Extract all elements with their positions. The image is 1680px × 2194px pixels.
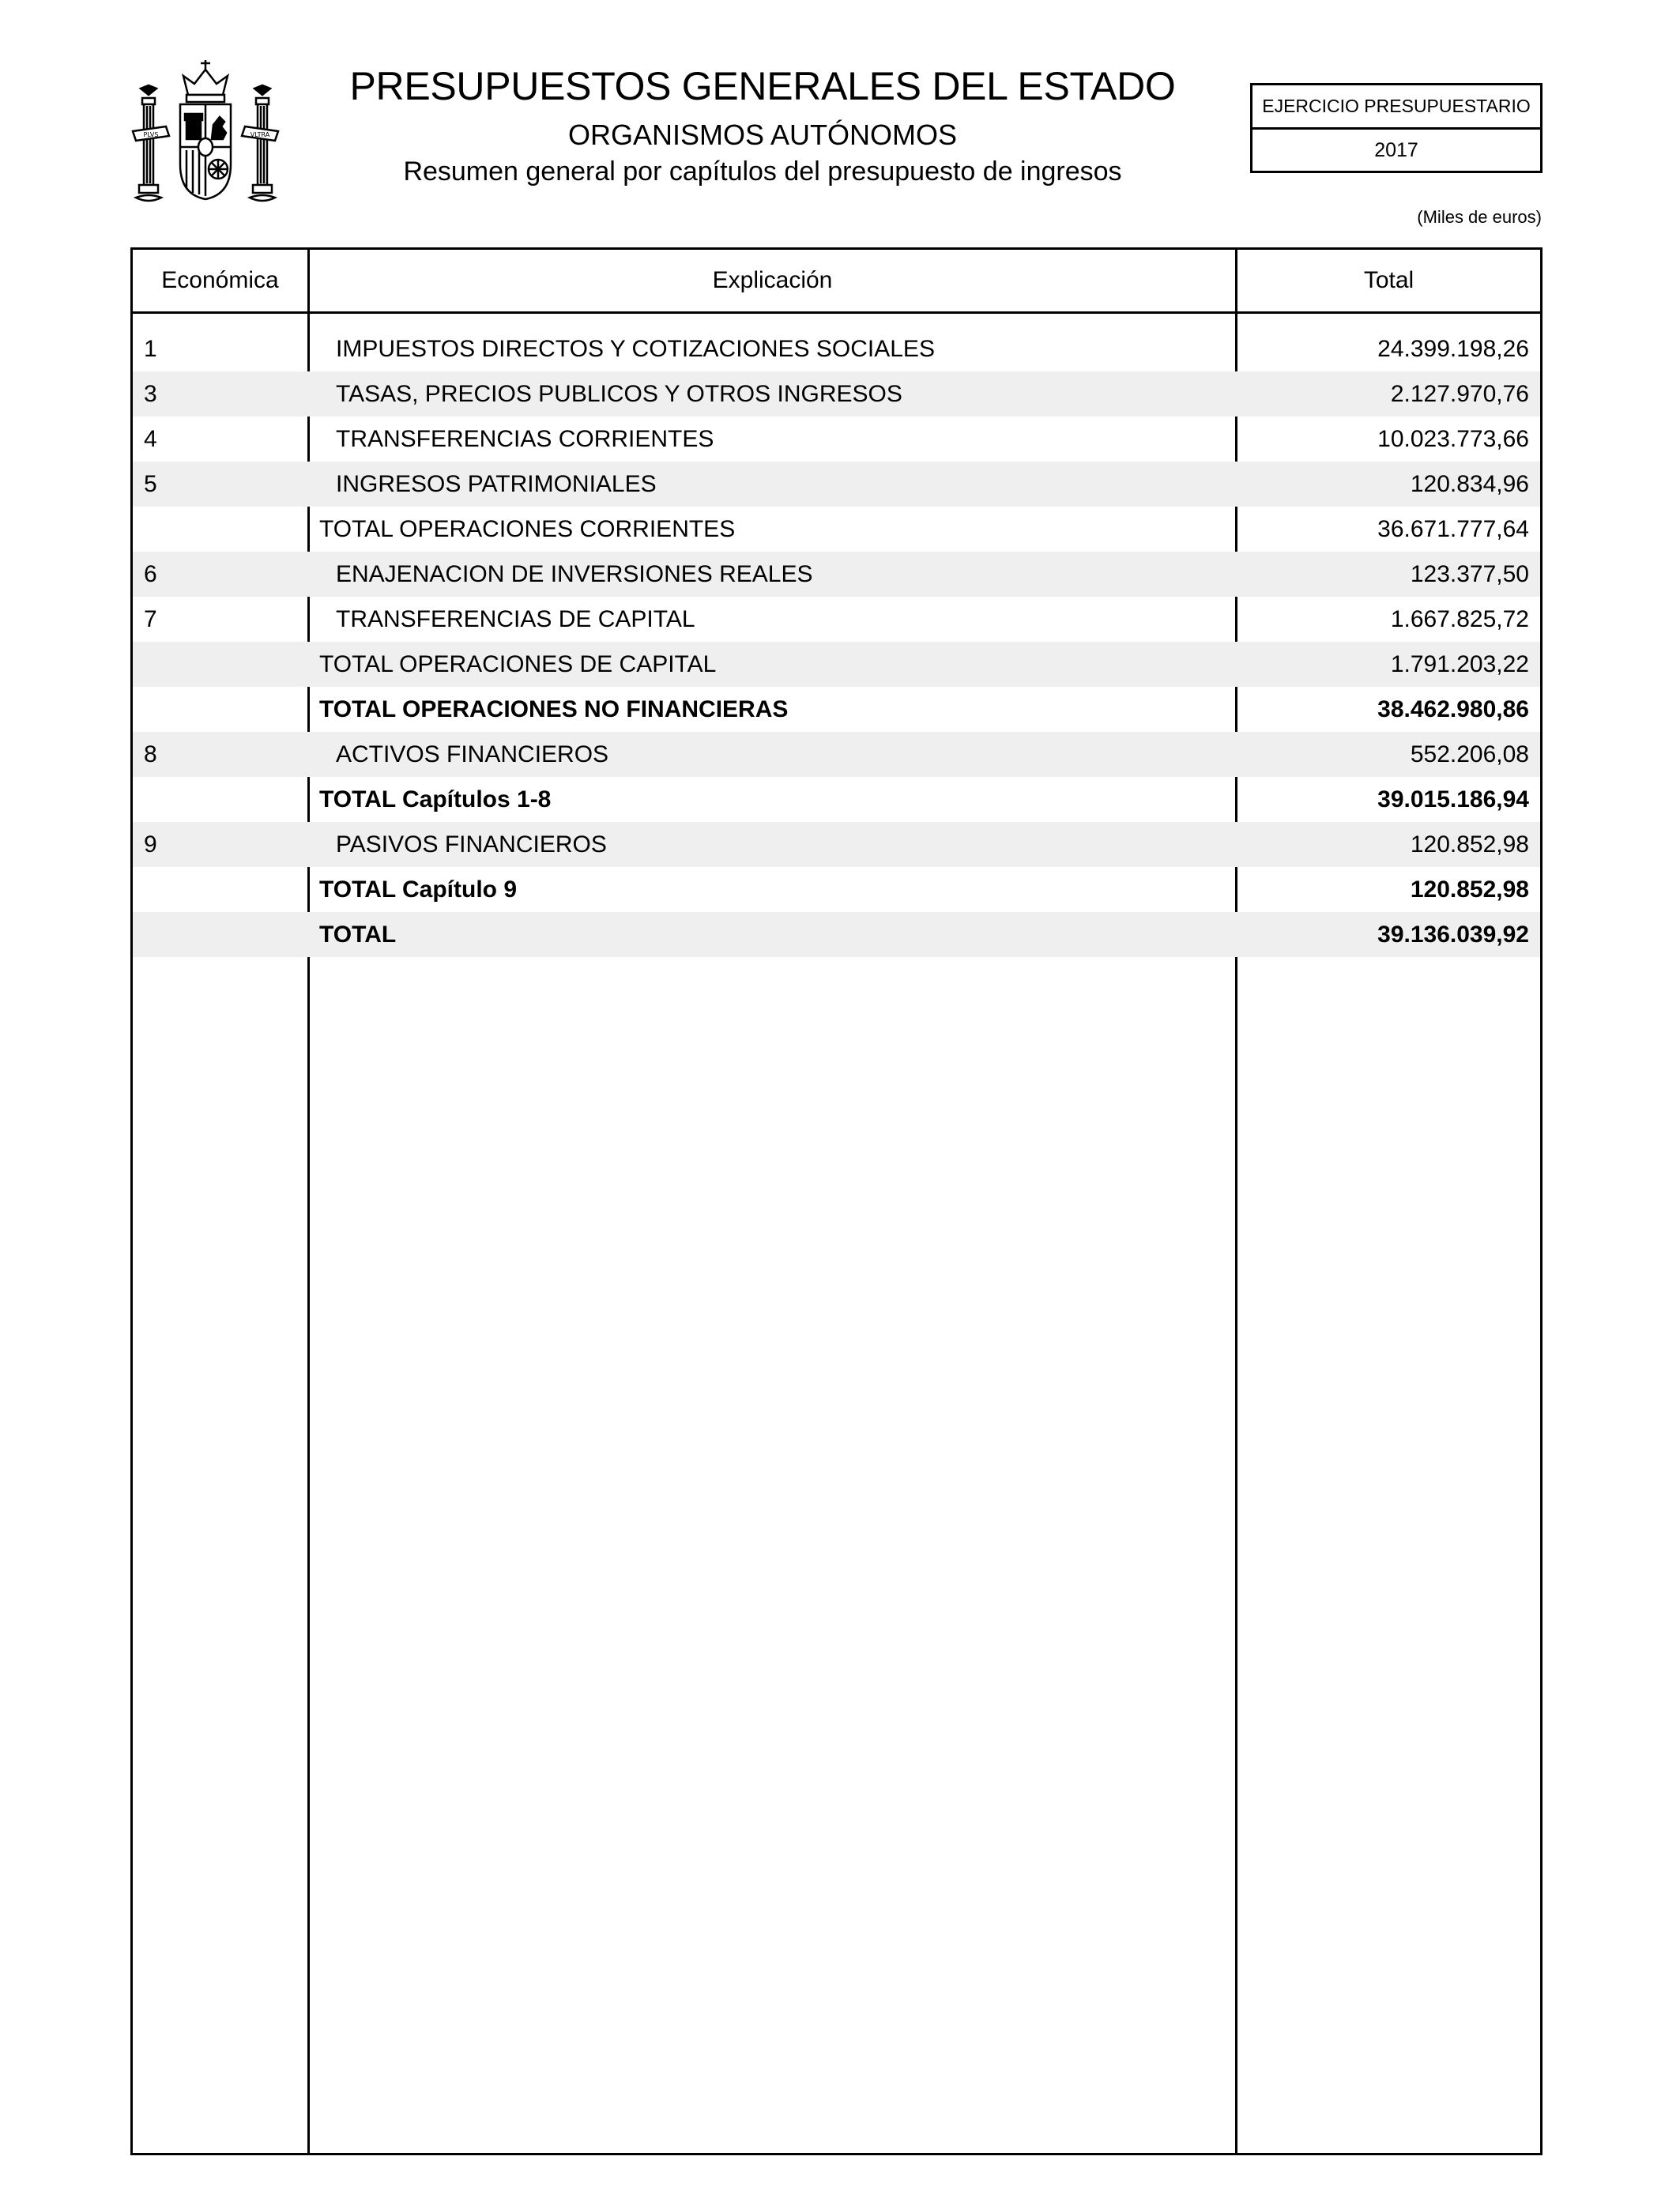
row-code: 9: [144, 831, 157, 858]
table-row: [133, 777, 1540, 822]
table-row: [133, 732, 1540, 777]
row-total: 24.399.198,26: [1377, 336, 1529, 362]
row-total: 1.667.825,72: [1390, 606, 1529, 632]
row-code: 6: [144, 561, 157, 587]
table-row: [133, 597, 1540, 642]
ejercicio-label: EJERCICIO PRESUPUESTARIO: [1252, 85, 1540, 130]
row-label: ACTIVOS FINANCIEROS: [336, 741, 609, 767]
table-row: [133, 822, 1540, 867]
row-label: ENAJENACION DE INVERSIONES REALES: [336, 561, 813, 587]
ejercicio-year: 2017: [1374, 138, 1418, 161]
row-total: 39.015.186,94: [1377, 786, 1529, 812]
table-row: [133, 687, 1540, 732]
row-total: 36.671.777,64: [1377, 516, 1529, 542]
row-total: 2.127.970,76: [1390, 381, 1529, 407]
table-row: [133, 326, 1540, 371]
row-total: 120.852,98: [1410, 876, 1529, 903]
column-header-explicacion: Explicación: [712, 267, 833, 293]
column-header-economica: Económica: [161, 267, 279, 293]
row-total: 120.852,98: [1410, 831, 1529, 858]
row-total: 38.462.980,86: [1377, 696, 1529, 722]
row-label: TOTAL OPERACIONES DE CAPITAL: [319, 651, 717, 677]
row-label: PASIVOS FINANCIEROS: [336, 831, 607, 858]
page-title: PRESUPUESTOS GENERALES DEL ESTADO: [349, 64, 1176, 108]
row-label: TOTAL: [319, 922, 397, 948]
row-label: IMPUESTOS DIRECTOS Y COTIZACIONES SOCIALES: [336, 336, 935, 362]
row-total: 552.206,08: [1410, 741, 1529, 767]
row-label: TOTAL OPERACIONES NO FINANCIERAS: [319, 696, 789, 722]
row-total: 123.377,50: [1410, 561, 1529, 587]
table-row: [133, 867, 1540, 912]
table-row: [133, 417, 1540, 462]
page-subtitle: ORGANISMOS AUTÓNOMOS: [567, 119, 958, 151]
page-description: Resumen general por capítulos del presupuesto de ingresos: [403, 156, 1122, 187]
row-total: 1.791.203,22: [1390, 651, 1529, 677]
table-row: [133, 462, 1540, 507]
column-header-total: Total: [1363, 267, 1414, 293]
row-label: TOTAL Capítulos 1-8: [319, 786, 552, 812]
row-code: 8: [144, 741, 157, 767]
row-total: 10.023.773,66: [1377, 426, 1529, 452]
row-code: 3: [144, 381, 157, 407]
table-header: [133, 250, 1540, 314]
row-label: TRANSFERENCIAS DE CAPITAL: [336, 606, 695, 632]
table-row: [133, 642, 1540, 687]
row-total: 120.834,96: [1410, 471, 1529, 497]
row-label: TRANSFERENCIAS CORRIENTES: [336, 426, 714, 452]
row-label: INGRESOS PATRIMONIALES: [336, 471, 657, 497]
table-body: [133, 326, 1540, 957]
table-row: [133, 552, 1540, 597]
table-row: [133, 507, 1540, 552]
table-row: [133, 371, 1540, 417]
row-code: 1: [144, 336, 157, 362]
svg-text:PLVS: PLVS: [143, 131, 159, 138]
row-code: 7: [144, 606, 157, 632]
row-code: 5: [144, 471, 157, 497]
row-label: TOTAL Capítulo 9: [319, 876, 518, 903]
table-row: [133, 912, 1540, 957]
ejercicio-box: [1250, 83, 1543, 173]
units-note: (Miles de euros): [1417, 207, 1542, 227]
svg-text:VLTRA: VLTRA: [250, 131, 270, 138]
row-label: TASAS, PRECIOS PUBLICOS Y OTROS INGRESOS: [336, 381, 902, 407]
row-total: 39.136.039,92: [1377, 922, 1529, 948]
budget-table: [130, 247, 1543, 2155]
row-code: 4: [144, 426, 157, 452]
row-label: TOTAL OPERACIONES CORRIENTES: [319, 516, 736, 542]
